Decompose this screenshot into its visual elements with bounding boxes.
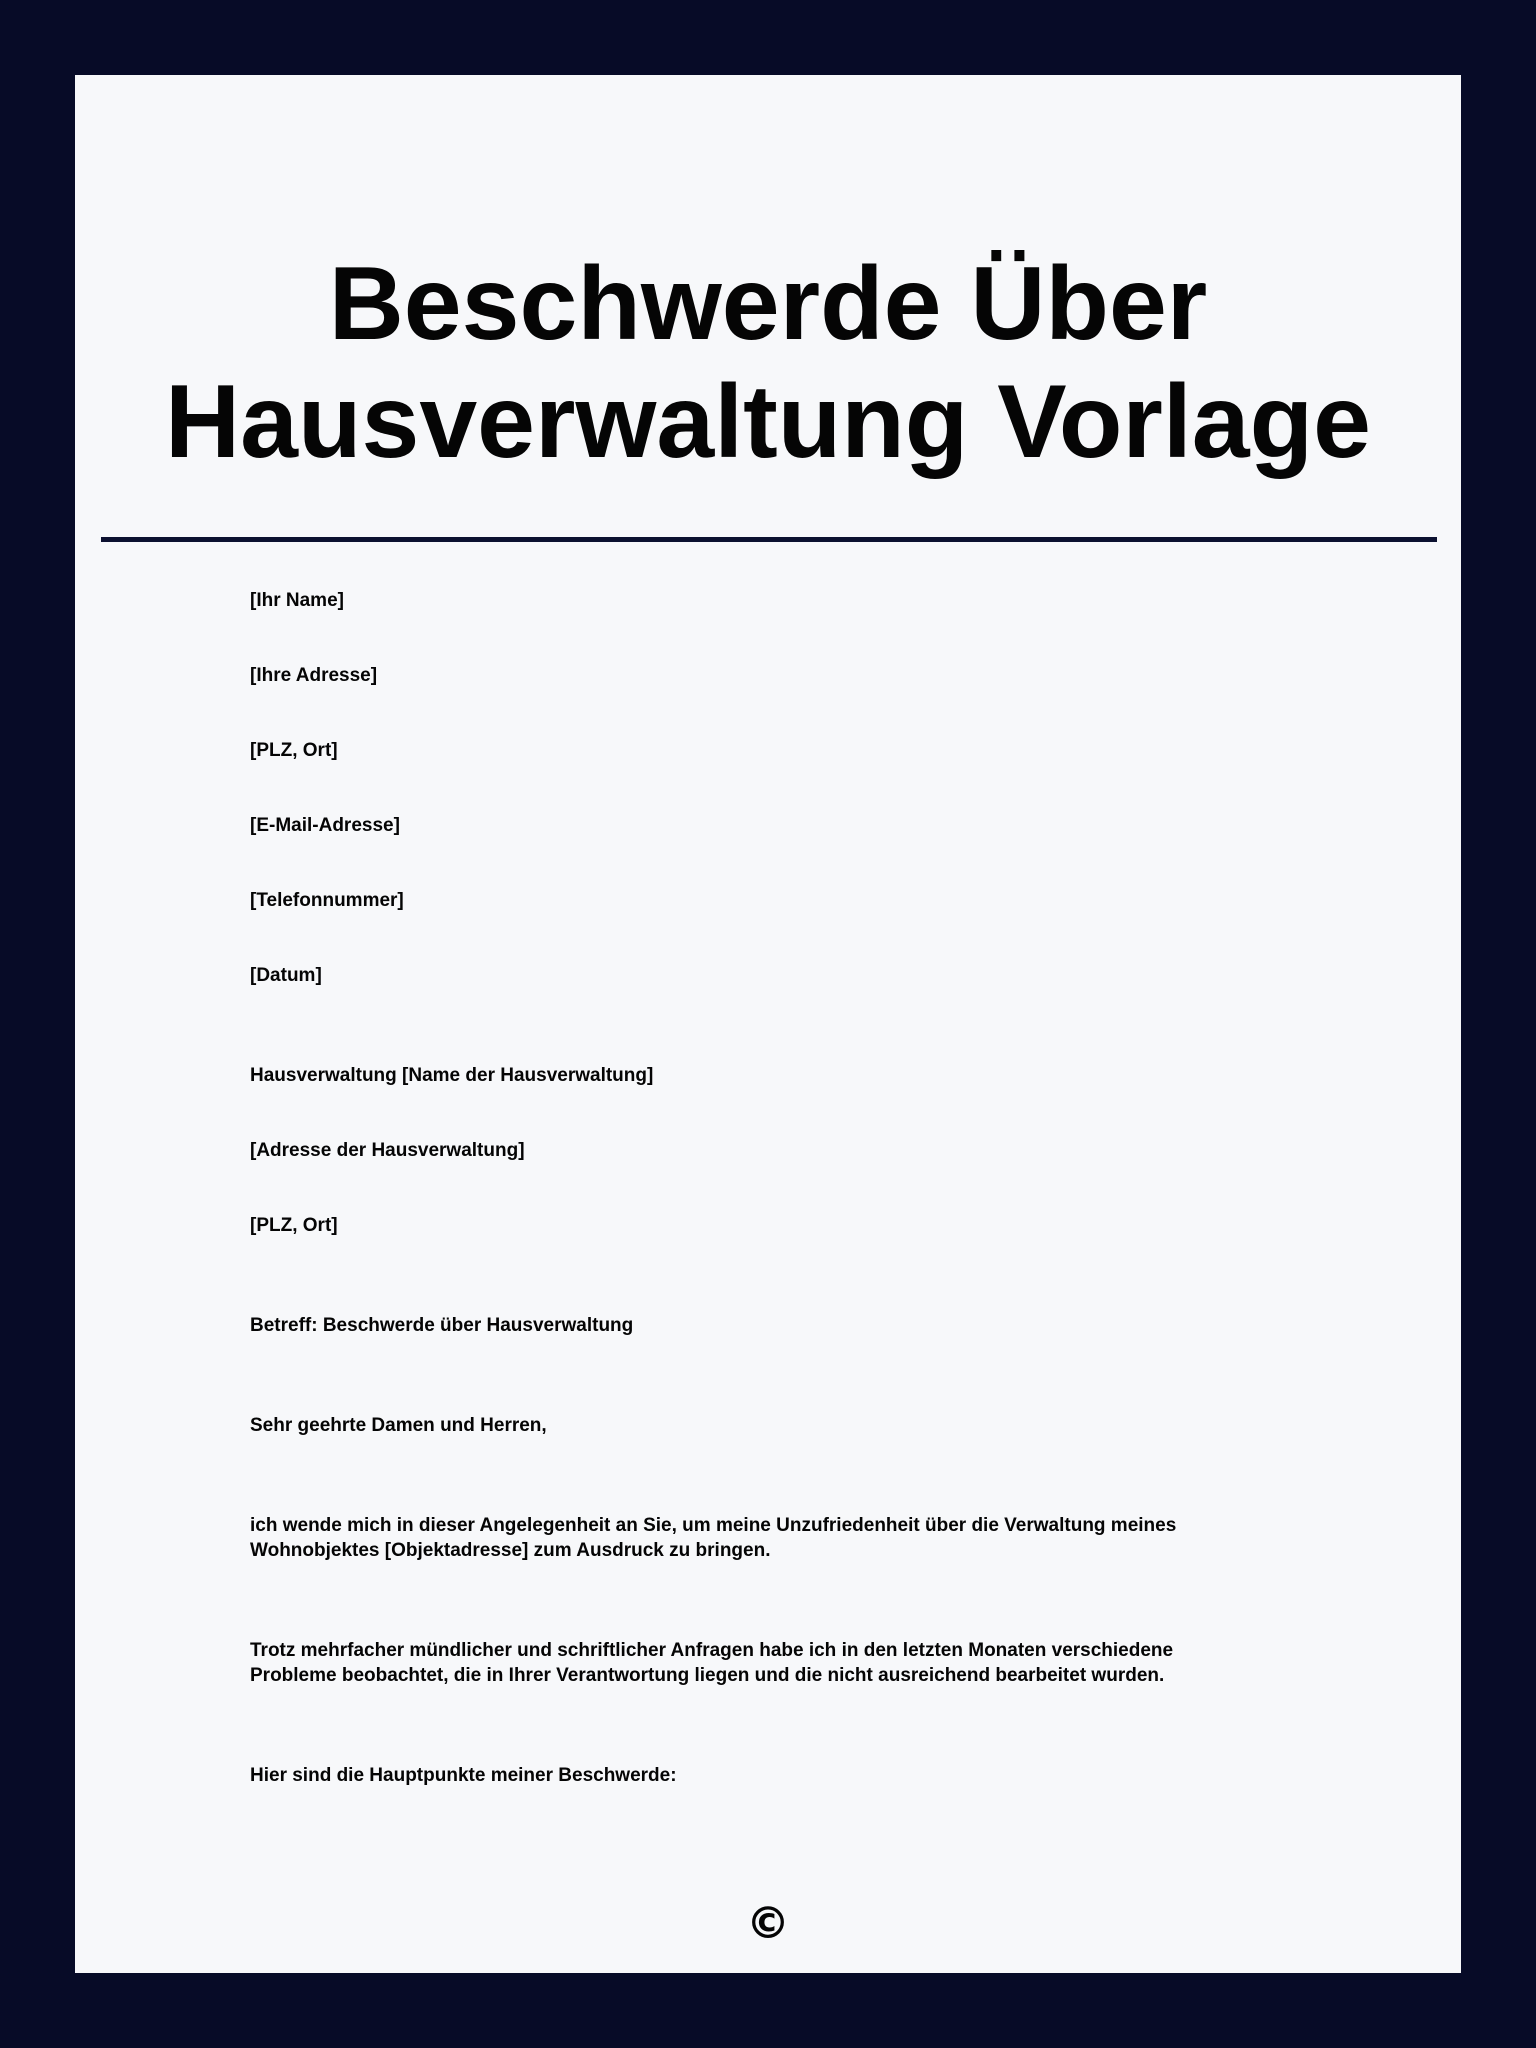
- recipient-address: [Adresse der Hausverwaltung]: [250, 1140, 525, 1161]
- paragraph-2-line-1: Trotz mehrfacher mündlicher und schriftlicher Anfragen habe ich in den letzten Monaten verschiedene: [250, 1640, 1174, 1661]
- recipient-name: Hausverwaltung [Name der Hausverwaltung]: [250, 1065, 654, 1086]
- paragraph-1-line-2: Wohnobjektes [Objektadresse] zum Ausdruck zu bringen.: [250, 1540, 771, 1561]
- recipient-postal: [PLZ, Ort]: [250, 1215, 338, 1236]
- title-divider: [101, 537, 1437, 542]
- sender-phone: [Telefonnummer]: [250, 890, 404, 911]
- title-line-2: Hausverwaltung Vorlage: [165, 364, 1371, 480]
- letter-date: [Datum]: [250, 965, 322, 986]
- sender-email: [E-Mail-Adresse]: [250, 815, 400, 836]
- title-line-1: Beschwerde Über: [328, 246, 1208, 362]
- letter-subject: Betreff: Beschwerde über Hausverwaltung: [250, 1315, 634, 1336]
- letter-salutation: Sehr geehrte Damen und Herren,: [250, 1415, 547, 1436]
- sender-address: [Ihre Adresse]: [250, 665, 378, 686]
- document-title: [75, 245, 1461, 481]
- sender-postal: [PLZ, Ort]: [250, 740, 338, 761]
- sender-name: [Ihr Name]: [250, 590, 344, 611]
- paragraph-3: Hier sind die Hauptpunkte meiner Beschwerde:: [250, 1765, 677, 1786]
- document-page: [75, 75, 1461, 1973]
- paragraph-2-line-2: Probleme beobachtet, die in Ihrer Verantwortung liegen und die nicht ausreichend bearbeitet wurden.: [250, 1665, 1165, 1686]
- paragraph-1-line-1: ich wende mich in dieser Angelegenheit an Sie, um meine Unzufriedenheit über die Verwaltung meines: [250, 1515, 1177, 1536]
- copyright-icon: ©: [746, 1898, 790, 1949]
